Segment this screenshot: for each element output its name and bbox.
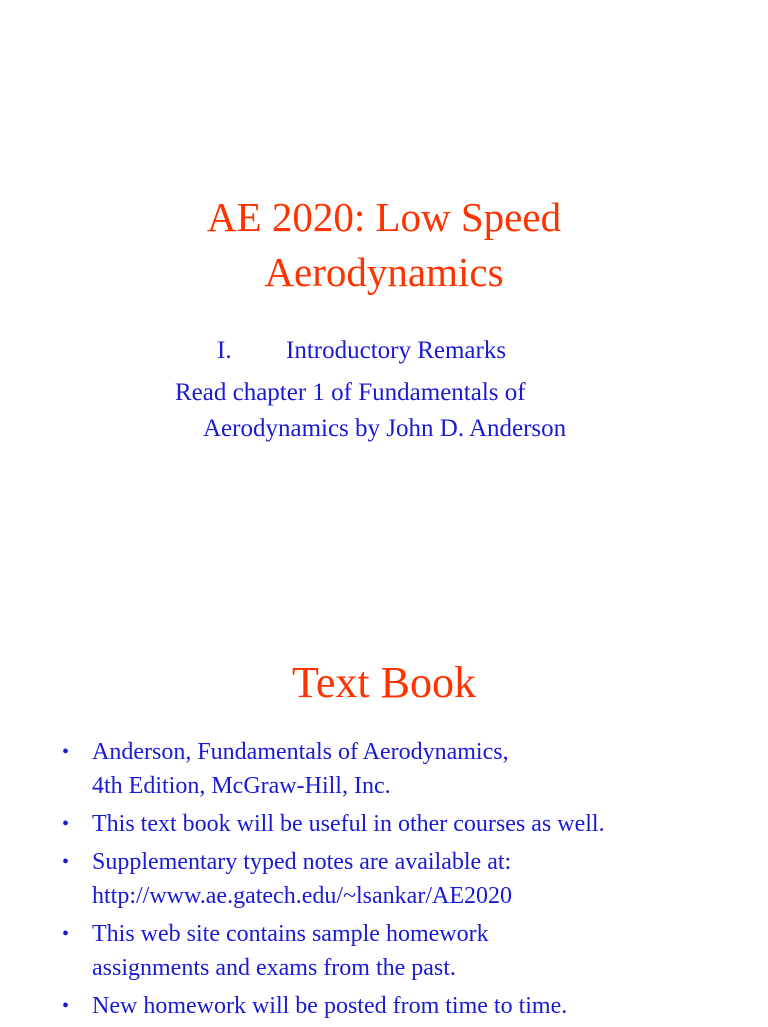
bullet-icon: • [62, 741, 70, 763]
bullet-text-line-1: Supplementary typed notes are available at: [92, 849, 512, 875]
bullet-text-line-1: Anderson, Fundamentals of Aerodynamics, [92, 739, 509, 765]
bullet-item [62, 807, 742, 841]
bullet-icon: • [62, 813, 70, 835]
bullet-text-line-2: 4th Edition, McGraw-Hill, Inc. [92, 773, 391, 799]
reading-assignment-line-1: Read chapter 1 of Fundamentals of [175, 379, 526, 406]
bullet-text-line-2: assignments and exams from the past. [92, 955, 456, 981]
bullet-item [62, 735, 742, 803]
reading-assignment [175, 375, 655, 447]
section-heading [217, 333, 617, 369]
text-book-bullet-list [62, 735, 742, 1027]
bullet-icon: • [62, 995, 70, 1017]
section-number: I. [217, 337, 232, 364]
course-title [0, 190, 768, 300]
bullet-icon: • [62, 923, 70, 945]
bullet-icon: • [62, 851, 70, 873]
reading-assignment-line-2: Aerodynamics by John D. Anderson [203, 415, 567, 442]
bullet-text-line-1: New homework will be posted from time to time. [92, 993, 568, 1019]
bullet-item [62, 917, 742, 985]
bullet-link-url[interactable]: http://www.ae.gatech.edu/~lsankar/AE2020 [92, 883, 512, 909]
bullet-text-line-1: This text book will be useful in other courses as well. [92, 811, 605, 837]
bullet-item [62, 989, 742, 1023]
bullet-item [62, 845, 742, 913]
text-book-title: Text Book [292, 658, 476, 707]
section-label: Introductory Remarks [286, 337, 507, 364]
course-title-line-2: Aerodynamics [264, 249, 504, 295]
bullet-text-line-1: This web site contains sample homework [92, 921, 489, 947]
course-title-line-1: AE 2020: Low Speed [206, 194, 562, 240]
slide-text-book [0, 520, 768, 1024]
